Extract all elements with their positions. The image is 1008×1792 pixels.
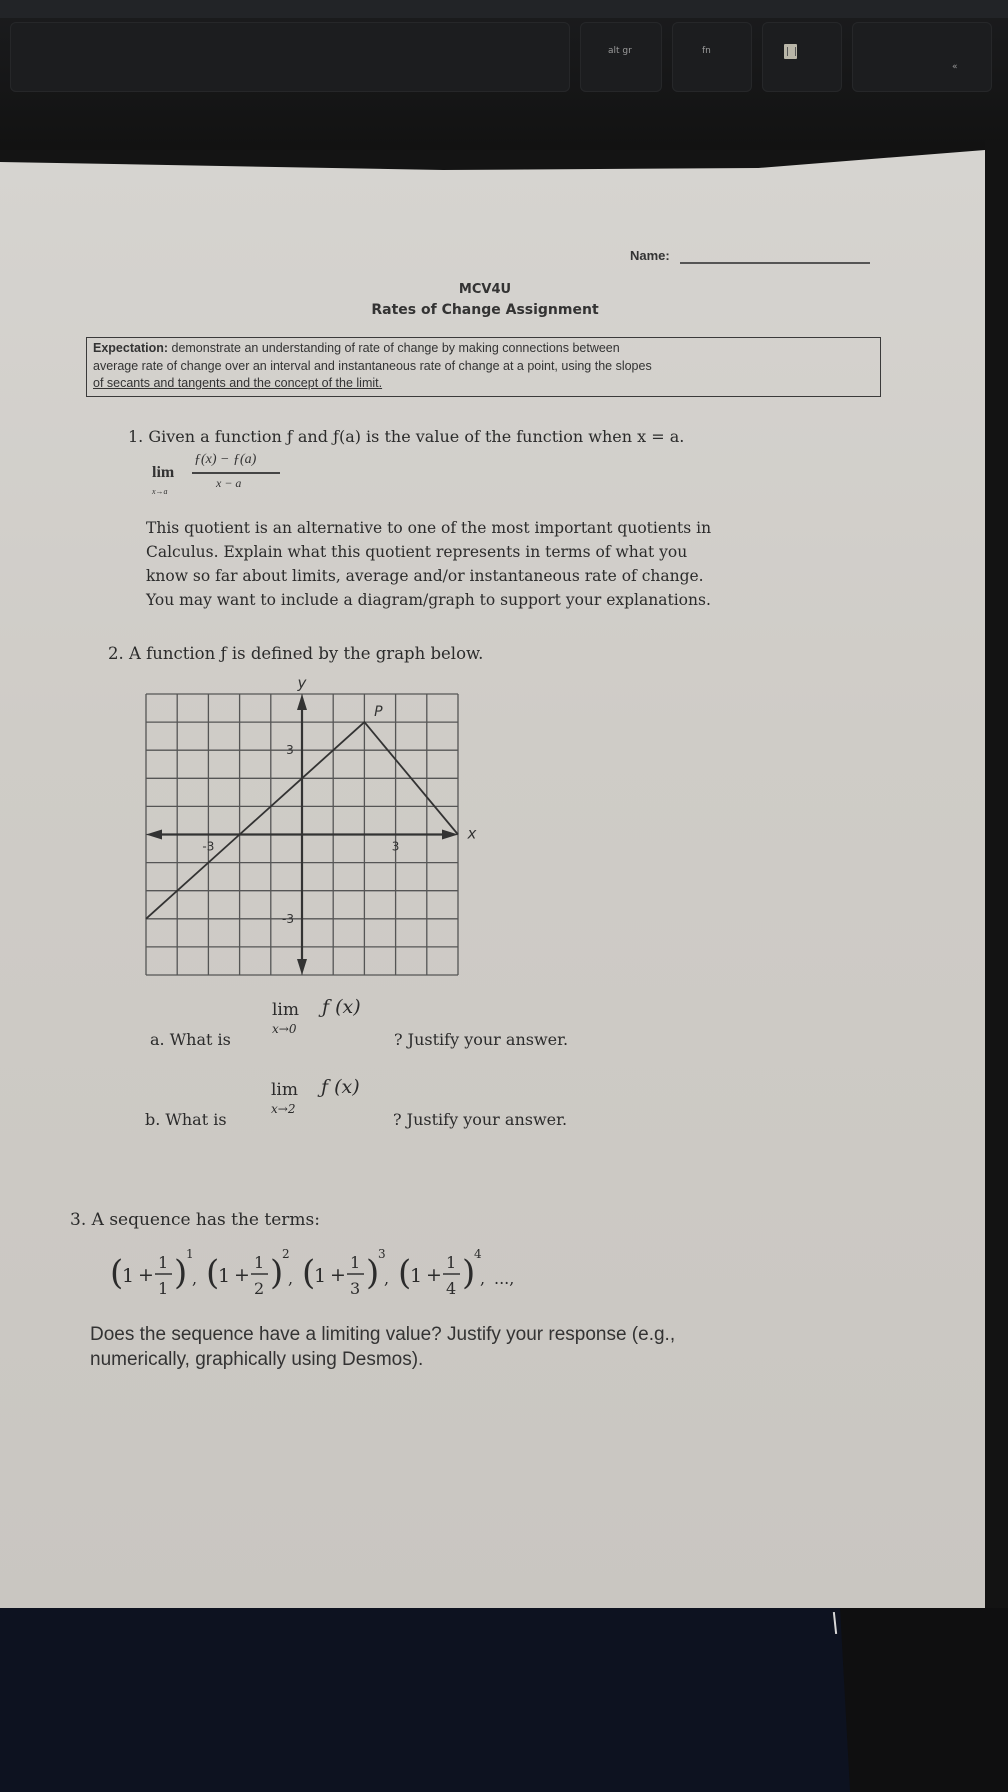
- question-suffix: ? Justify your answer.: [394, 1030, 569, 1049]
- question-prefix: a. What is: [150, 1030, 231, 1049]
- question-prefix: b. What is: [145, 1110, 227, 1129]
- svg-text:+: +: [234, 1264, 250, 1286]
- quotient-numerator: ƒ(x) − ƒ(a): [194, 452, 257, 467]
- svg-text:3: 3: [350, 1279, 361, 1298]
- svg-text:4: 4: [474, 1247, 482, 1261]
- svg-text:-3: -3: [282, 911, 294, 926]
- name-label: Name:: [630, 248, 670, 263]
- arrow-key: [852, 22, 992, 92]
- function-expr: ƒ (x): [321, 1076, 360, 1098]
- svg-text:1: 1: [350, 1253, 361, 1272]
- name-blank-line: [680, 262, 870, 264]
- question-text: A sequence has the terms:: [91, 1210, 320, 1230]
- svg-text:(: (: [302, 1253, 316, 1293]
- svg-text:y: y: [297, 674, 307, 692]
- lim-subscript: x→0: [272, 1022, 297, 1036]
- question-1: [128, 427, 684, 446]
- question-2a: [150, 996, 569, 1049]
- svg-text:): ): [462, 1253, 476, 1293]
- dark-surface-fold: [840, 1608, 1008, 1792]
- svg-text:...,: ...,: [494, 1269, 515, 1288]
- question-text: A function ƒ is defined by the graph below.: [129, 644, 484, 663]
- svg-text:1: 1: [446, 1253, 457, 1272]
- expectation-line: average rate of change over an interval and instantaneous rate of change at a point, using the slopes: [93, 358, 652, 373]
- quotient-denominator: x − a: [216, 476, 242, 490]
- desk-edge: [985, 140, 1008, 1620]
- question-3: [70, 1210, 320, 1230]
- light-streak: [833, 1612, 837, 1634]
- question-number: 2.: [108, 644, 124, 663]
- svg-text:1: 1: [218, 1265, 231, 1287]
- svg-text:): ): [270, 1253, 284, 1293]
- svg-text:1: 1: [254, 1253, 265, 1272]
- svg-text:1: 1: [158, 1279, 169, 1298]
- followup-line: Does the sequence have a limiting value? Justify your response (e.g.,: [90, 1324, 676, 1345]
- keyboard-row: [0, 0, 1008, 18]
- svg-text:,: ,: [192, 1269, 198, 1288]
- svg-text:3: 3: [286, 743, 294, 758]
- course-code: MCV4U: [458, 282, 512, 297]
- svg-text:1: 1: [158, 1253, 169, 1272]
- question-suffix: ? Justify your answer.: [393, 1110, 568, 1129]
- question-number: 3.: [70, 1210, 87, 1230]
- function-expr: ƒ (x): [322, 996, 361, 1018]
- table-surface: [0, 1608, 1008, 1792]
- svg-text:,: ,: [384, 1269, 390, 1288]
- menu-icon: [784, 44, 797, 59]
- svg-text:): ): [174, 1253, 188, 1293]
- fraction-bar: [192, 472, 280, 474]
- paragraph-line: This quotient is an alternative to one of the most important quotients in: [146, 519, 712, 537]
- svg-text:1: 1: [186, 1247, 194, 1261]
- svg-text:+: +: [138, 1264, 154, 1286]
- svg-text:2: 2: [282, 1247, 290, 1261]
- assignment-title: Rates of Change Assignment: [371, 302, 599, 318]
- expectation-line: demonstrate an understanding of rate of change by making connections between: [168, 341, 620, 355]
- svg-text:(: (: [398, 1253, 412, 1293]
- svg-text:(: (: [110, 1253, 124, 1293]
- svg-text:P: P: [374, 704, 383, 721]
- svg-text:,: ,: [288, 1269, 294, 1288]
- svg-text:1: 1: [122, 1265, 135, 1287]
- graph-svg: [138, 672, 498, 992]
- question-3-followup: [90, 1322, 910, 1372]
- arrow-label: «: [952, 62, 958, 72]
- menu-key: [762, 22, 842, 92]
- alt-gr-key: [580, 22, 662, 92]
- svg-text:3: 3: [391, 839, 400, 854]
- fn-label: fn: [702, 46, 711, 56]
- svg-text:-3: -3: [202, 839, 215, 854]
- question-1-paragraph: [146, 516, 886, 612]
- svg-text:+: +: [426, 1264, 442, 1286]
- svg-text:,: ,: [480, 1269, 486, 1288]
- expectation-line: of secants and tangents and the concept of the limit.: [93, 376, 383, 390]
- lim-symbol: lim: [271, 1080, 298, 1100]
- followup-line: numerically, graphically using Desmos).: [90, 1349, 424, 1370]
- lim-subscript: x→2: [271, 1102, 296, 1116]
- svg-text:3: 3: [378, 1247, 386, 1261]
- question-2b: [145, 1076, 568, 1129]
- svg-text:+: +: [330, 1264, 346, 1286]
- keyboard-background: [0, 0, 1008, 150]
- lim-symbol: lim: [152, 464, 175, 481]
- paragraph-line: know so far about limits, average and/or instantaneous rate of change.: [146, 567, 704, 585]
- alt-gr-label: alt gr: [608, 46, 632, 56]
- fn-key: [672, 22, 752, 92]
- svg-text:4: 4: [446, 1279, 457, 1298]
- expectation-box: [86, 337, 881, 397]
- paragraph-line: You may want to include a diagram/graph to support your explanations.: [146, 591, 711, 609]
- svg-text:): ): [366, 1253, 380, 1293]
- svg-text:2: 2: [254, 1279, 265, 1298]
- question-2: [108, 644, 483, 663]
- sequence-terms: [110, 1240, 810, 1300]
- sequence-svg: [110, 1240, 810, 1300]
- expectation-label: Expectation:: [93, 341, 169, 355]
- svg-text:1: 1: [410, 1265, 423, 1287]
- svg-text:x: x: [467, 824, 477, 843]
- spacebar-key: [10, 22, 570, 92]
- lim-symbol: lim: [272, 1000, 299, 1020]
- question-text: Given a function ƒ and ƒ(a) is the value of the function when x = a.: [148, 427, 685, 446]
- question-number: 1.: [128, 427, 144, 446]
- svg-text:1: 1: [314, 1265, 327, 1287]
- paragraph-line: Calculus. Explain what this quotient represents in terms of what you: [146, 543, 688, 561]
- svg-text:(: (: [206, 1253, 220, 1293]
- function-graph: [138, 672, 498, 992]
- lim-subscript: x→a: [152, 487, 168, 496]
